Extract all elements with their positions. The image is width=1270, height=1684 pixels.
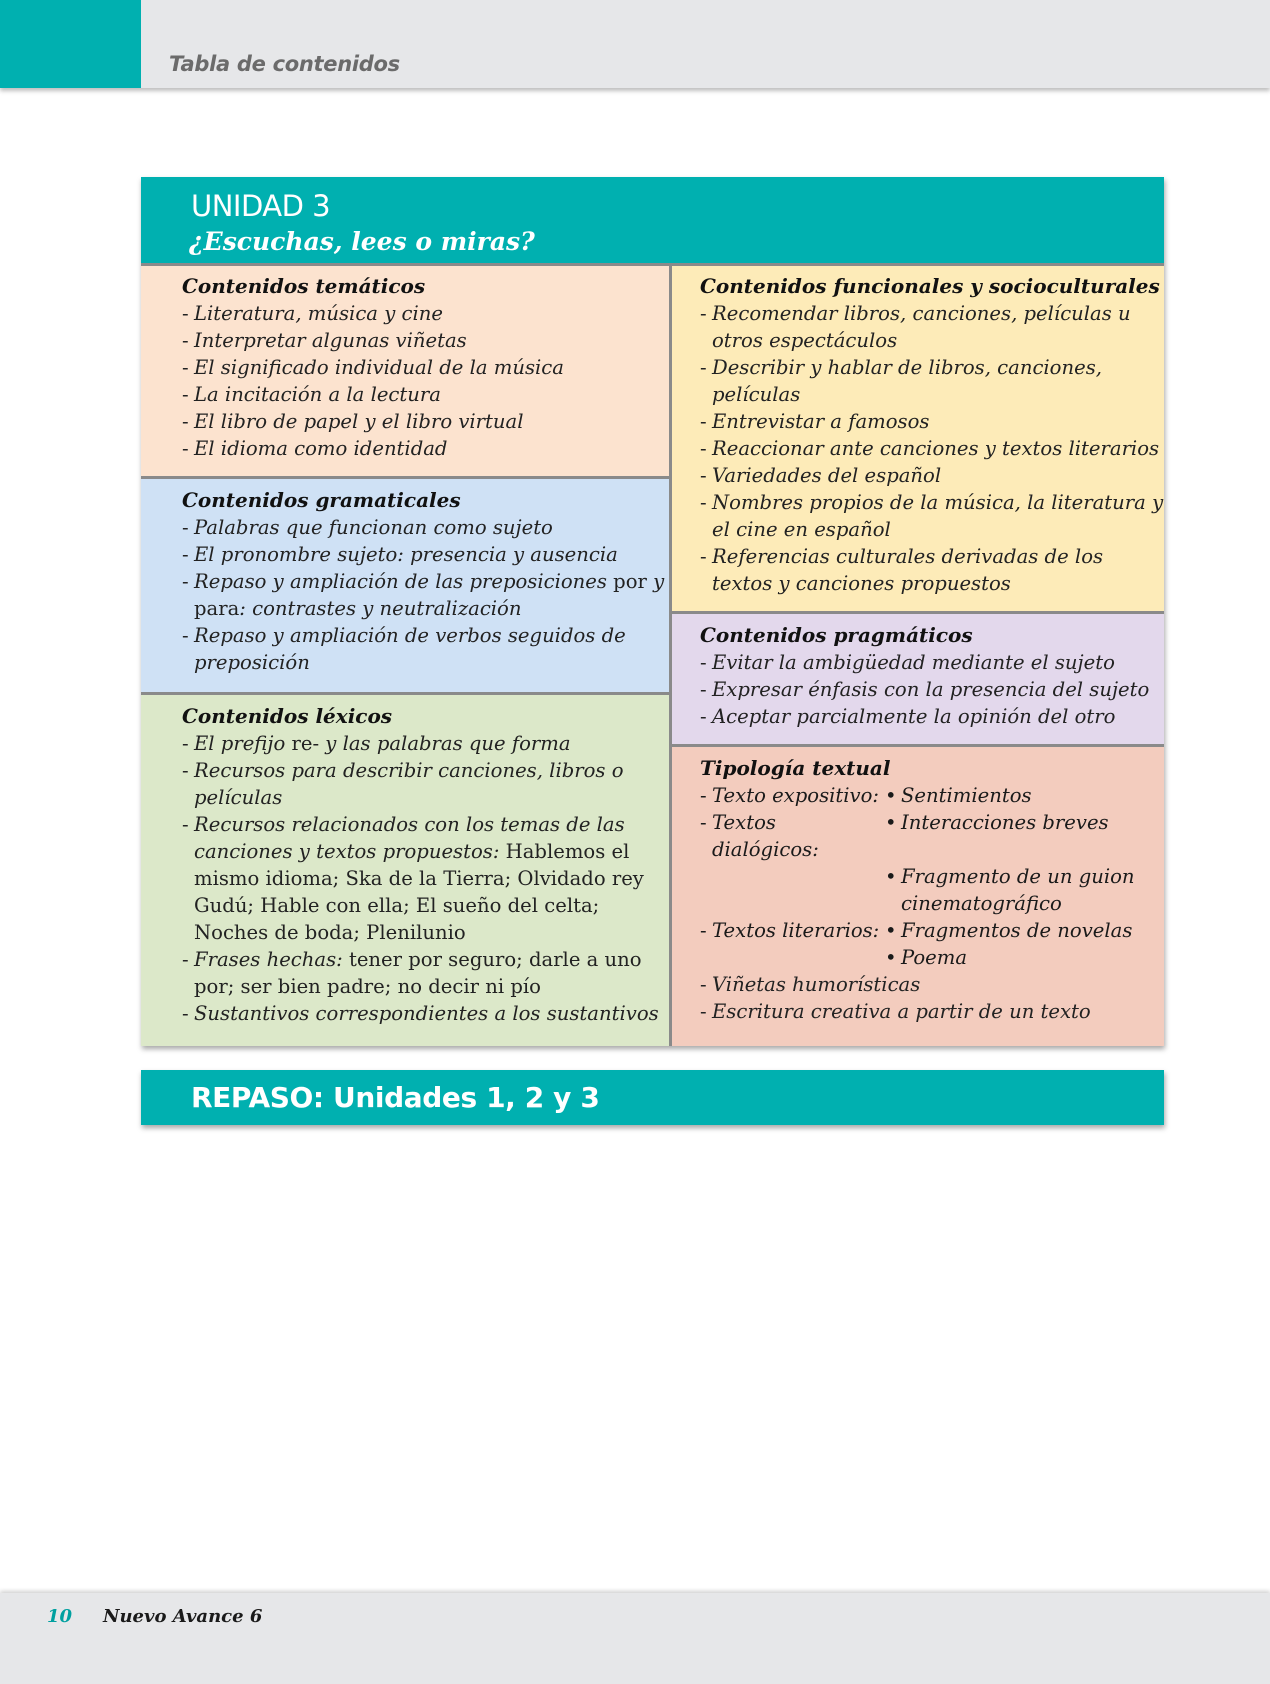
tipologia-textual (671, 746, 1164, 1046)
list-item (182, 730, 671, 757)
list-item: - Expresar énfasis con la presencia del sujeto (700, 676, 1164, 703)
text-type-bullet: • Fragmento de un guion cinematográfico (885, 863, 1145, 917)
list-item: - Recomendar libros, canciones, películas u otros espectáculos (700, 300, 1164, 354)
list-item (182, 811, 671, 946)
header-accent-block (0, 0, 141, 88)
text-type-bullet: • Fragmentos de novelas (885, 917, 1145, 944)
item-term: por (613, 570, 647, 593)
item-term: tener por seguro; darle a uno por; ser bien padre; no decir ni pío (194, 948, 642, 998)
contenidos-funcionales (671, 264, 1164, 613)
list-item (182, 568, 671, 622)
section-title: Tipología textual (700, 756, 891, 780)
row-divider (671, 744, 1164, 747)
list-item: - Literatura, música y cine (182, 300, 671, 327)
unit-subtitle: ¿Escuchas, lees o miras? (189, 227, 535, 256)
page-footer (0, 1593, 1270, 1684)
page-number: 10 (47, 1606, 73, 1627)
text-type-bullet: • Interacciones breves (885, 809, 1145, 863)
page-section-title: Tabla de contenidos (169, 52, 400, 76)
item-text: Recursos relacionados con los temas de las canciones y textos propuestos: (194, 813, 625, 863)
contenidos-tematicos (141, 264, 671, 478)
unit-number: UNIDAD 3 (191, 189, 331, 223)
repaso-banner (141, 1070, 1164, 1125)
row-divider (141, 692, 671, 695)
list-item: - Variedades del español (700, 462, 1164, 489)
list-item: - Describir y hablar de libros, canciones, películas (700, 354, 1164, 408)
list-item: - Palabras que funcionan como sujeto (182, 514, 671, 541)
grid-spacer (700, 944, 885, 971)
list-item: - El significado individual de la música (182, 354, 671, 381)
item-text: y (646, 570, 665, 593)
list-item (182, 946, 671, 1000)
list-item: - Entrevistar a famosos (700, 408, 1164, 435)
list-item: - El idioma como identidad (182, 435, 671, 462)
list-item: - Repaso y ampliación de verbos seguidos de preposición (182, 622, 671, 676)
text-type-bullet: • Sentimientos (885, 782, 1145, 809)
list-item: - El libro de papel y el libro virtual (182, 408, 671, 435)
tipologia-grid (700, 782, 1164, 971)
contenidos-lexicos (141, 694, 671, 1046)
list-item: - Escritura creativa a partir de un texto (700, 998, 1164, 1025)
item-term: para (194, 597, 240, 620)
list-item: - Reaccionar ante canciones y textos literarios (700, 435, 1164, 462)
section-title: Contenidos gramaticales (182, 488, 461, 512)
text-type-bullet: • Poema (885, 944, 1145, 971)
list-item: - Evitar la ambigüedad mediante el sujeto (700, 649, 1164, 676)
item-text: El prefijo (194, 732, 292, 755)
section-title: Contenidos léxicos (182, 704, 393, 728)
section-title: Contenidos temáticos (182, 274, 426, 298)
list-item: - El pronombre sujeto: presencia y ausencia (182, 541, 671, 568)
list-item: - Referencias culturales derivadas de los textos y canciones propuestos (700, 543, 1164, 597)
list-item: - Viñetas humorísticas (700, 971, 1164, 998)
book-title: Nuevo Avance 6 (103, 1606, 263, 1627)
list-item: - Sustantivos correspondientes a los sustantivos (182, 1000, 671, 1027)
unit-header (141, 177, 1164, 264)
list-item: - Aceptar parcialmente la opinión del otro (700, 703, 1164, 730)
item-term: Hablemos el mismo idioma; Ska de la Tierra; Olvidado rey Gudú; Hable con ella; El sueño del celta; Noches de boda; Plenilunio (194, 840, 644, 944)
item-text: Repaso y ampliación de las preposiciones (194, 570, 614, 593)
row-divider (671, 611, 1164, 614)
header-divider (141, 263, 1164, 266)
section-title: Contenidos pragmáticos (700, 623, 973, 647)
section-title: Contenidos funcionales y socioculturales (700, 274, 1160, 298)
item-text: y las palabras que forma (319, 732, 571, 755)
list-item: - Nombres propios de la música, la literatura y el cine en español (700, 489, 1164, 543)
grid-spacer (700, 863, 885, 917)
repaso-label: REPASO: Unidades 1, 2 y 3 (191, 1081, 600, 1114)
item-term: re- (291, 732, 320, 755)
unit-3-table (141, 177, 1164, 1046)
contenidos-pragmaticos (671, 613, 1164, 746)
top-header-band (0, 0, 1270, 88)
text-type-label: - Textos dialógicos: (700, 809, 885, 863)
contenidos-gramaticales (141, 478, 671, 694)
list-item: - Interpretar algunas viñetas (182, 327, 671, 354)
list-item: - La incitación a la lectura (182, 381, 671, 408)
column-divider (669, 264, 672, 1046)
row-divider (141, 476, 671, 479)
text-type-label: - Texto expositivo: (700, 782, 885, 809)
item-text: Frases hechas: (194, 948, 349, 971)
item-text: : contrastes y neutralización (239, 597, 522, 620)
list-item: - Recursos para describir canciones, libros o películas (182, 757, 671, 811)
text-type-label: - Textos literarios: (700, 917, 885, 944)
